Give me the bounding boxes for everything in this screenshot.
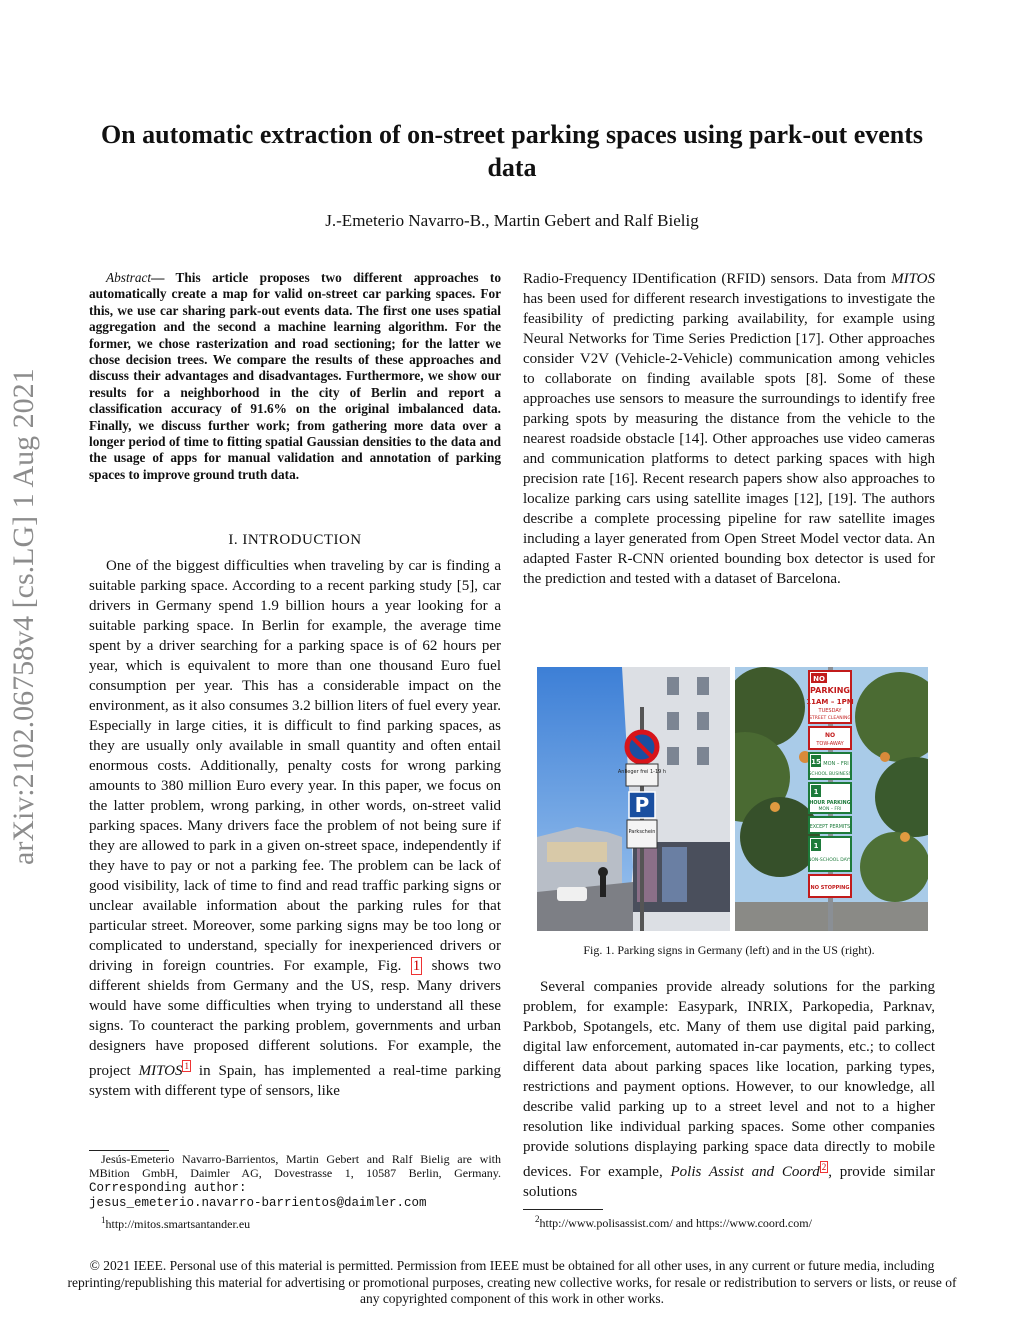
footnote-rule-right — [523, 1209, 603, 1210]
p-sign-letter: P — [634, 793, 650, 817]
figure-caption: Fig. 1. Parking signs in Germany (left) and in the US (right). — [583, 943, 875, 957]
author-list: J.-Emeterio Navarro-B., Martin Gebert and Ralf Bielig — [325, 211, 699, 230]
svg-text:Anlieger frei 1-19 h: Anlieger frei 1-19 h — [617, 769, 667, 775]
svg-text:Parkschein: Parkschein — [628, 829, 656, 835]
footnote-rule — [89, 1150, 169, 1151]
svg-text:15: 15 — [811, 758, 821, 766]
svg-text:STREET CLEANING: STREET CLEANING — [809, 716, 851, 721]
svg-text:MON – FRI: MON – FRI — [818, 807, 842, 812]
footnote-1-link[interactable]: 1 — [184, 1061, 189, 1071]
svg-text:11AM – 1PM: 11AM – 1PM — [806, 698, 854, 706]
polis-coord-name: Polis Assist and Coord — [670, 1164, 820, 1180]
intro-right-column-top — [523, 269, 935, 589]
figure-1-link[interactable]: 1 — [412, 958, 421, 974]
svg-text:NO: NO — [813, 675, 825, 683]
svg-text:NO STOPPING: NO STOPPING — [810, 885, 850, 891]
intro-left-column — [89, 556, 501, 1101]
us-parking-illustration — [735, 667, 928, 931]
svg-text:MON – FRI: MON – FRI — [823, 761, 849, 767]
abstract-text: This article proposes two different approaches to automatically create a map for valid on-street car parking spaces. For this, we use car sharing park-out events data. The first one uses spatial aggregation and the second a machine learning algorithm. For the former, we chose rasterization and road sectioning; for the latter we chose decision trees. We compare the results of these approaches and discuss their advantages and disadvantages. Furthermore, we show our results for a neighborhood in the city of Berlin and report a classification accuracy of 91.6% on the original imbalanced data. Finally, we discuss further work; from gathering more data over a longer period of time to fitting spatial Gaussian densities to the data and the usage of apps for manual validation and annotation of parking spaces to improve ground truth data. — [89, 270, 501, 482]
ieee-copyright-notice: © 2021 IEEE. Personal use of this material is permitted. Permission from IEEE must be obtained for all other uses, in any current or future media, including reprinting/republishing this material for advertising or promotional purposes, creating new collective works, for resale or redistribution to servers or lists, or reuse of any copyrighted component of this work in other works. — [67, 1258, 957, 1306]
mitos-name: MITOS — [891, 271, 935, 287]
svg-text:1: 1 — [813, 788, 819, 796]
svg-text:EXCEPT PERMITS: EXCEPT PERMITS — [809, 825, 851, 830]
footnote-2-urls[interactable]: http://www.polisassist.com/ and https://www.coord.com/ — [539, 1216, 812, 1230]
affiliation-footnote: Jesús-Emeterio Navarro-Barrientos, Martin Gebert and Ralf Bielig are with MBition GmbH, Daimler AG, Dovestrasse 1, 10587 Berlin, Germany. Corresponding author: jesus_emeterio.navarro-barrientos@daimler.com — [89, 1152, 501, 1210]
footnote-2-link[interactable]: 2 — [821, 1162, 827, 1172]
svg-text:SCHOOL BUSINESS: SCHOOL BUSINESS — [808, 772, 852, 777]
us-parking-photo — [735, 667, 928, 931]
svg-text:TOW-AWAY: TOW-AWAY — [816, 741, 844, 747]
section-heading-introduction: I. INTRODUCTION — [228, 532, 362, 548]
svg-text:NO: NO — [824, 732, 836, 739]
svg-text:NON-SCHOOL DAYS: NON-SCHOOL DAYS — [807, 858, 853, 863]
footnote-1-url[interactable]: http://mitos.smartsantander.eu — [105, 1217, 251, 1231]
svg-text:HOUR PARKING: HOUR PARKING — [809, 801, 851, 806]
svg-text:PARKING: PARKING — [810, 686, 850, 695]
svg-text:TUESDAY: TUESDAY — [818, 708, 842, 714]
footnote-1: $^1$http://mitos.smartsantander.eu — [101, 1215, 251, 1231]
intro-paragraph: One of the biggest difficulties when traveling by car is finding a suitable parking space. According to a recent parking study [5], car drivers in Germany spend 1.9 billion hours a year looking for a suitable parking space. In Berlin for example, the average time spent by a driver searching for a parking space is of 62 hours per year, which is equivalent to more than one thousand Euro fuel consumption per year. This has a considerable impact on the environment, as it also consumes 3.2 billion liters of fuel every year. Especially in large cities, it is difficult to find parking spaces, as they are usually only available in small quantity and often entail enormous costs. Additionally, penalty costs for wrong parking amounts to 380 million Euro every year. In this paper, we focus on the latter problem, wrong parking, in other words, on-street valid parking spaces. Many drivers face the problem of not being sure if they are allowed to park in a given on-street space, independently if they have to pay or not a parking fee. The problem can be lack of good visibility, lack of time to find and read traffic parking signs or unclear available information about the parking rules for that particular street. Moreover, some parking signs may be too long or complicated to understand, specially for inexperienced drivers or driving in foreign countries. For example, Fig. 1 shows two different shields from Germany and the US, resp. Many drivers would have some difficulties when trying to understand all these signs. To counteract the parking problem, governments and urban designers have proposed different solutions. For example, the project MITOS $^1$ in Spain, has implemented a real-time parking system with different type of sensors, like — [89, 558, 502, 1099]
intro-right-column-bottom — [523, 977, 935, 1202]
germany-parking-illustration — [537, 667, 730, 931]
mitos-name: MITOS — [138, 1063, 183, 1079]
abstract — [89, 270, 501, 483]
intro-paragraph-continued: Radio-Frequency IDentification (RFID) sensors. Data from MITOS has been used for different research investigations to investigate the feasibility of predicting parking availability, for example using Neural Networks for Time Series Prediction [17]. Other approaches consider V2V (Vehicle-2-Vehicle) communication among vehicles to collaborate on finding available spots [8]. Some of these approaches use sensors to measure the surroundings to identify free parking spots by measuring the distance from the vehicle to the nearest roadside obstacle [14]. Other approaches use video cameras and communication platforms to detect parking spaces with high precision rate [16]. Recent research papers show also approaches to localize parking cars using satellite images [12], [19]. The authors describe a complete processing pipeline for raw satellite images including a layer generated from Open Street Model vector data. An adapted Faster R-CNN oriented bounding box detector is used for the prediction and tested with a dataset of Barcelona. — [523, 271, 935, 587]
corresponding-email[interactable]: jesus_emeterio.navarro-barrientos@daimler.com — [89, 1196, 427, 1210]
paper-title: On automatic extraction of on-street parking spaces using park-out events data — [100, 120, 924, 182]
arxiv-stamp: arXiv:2102.06758v4 [cs.LG] 1 Aug 2021 — [7, 368, 40, 865]
svg-text:1: 1 — [813, 842, 819, 850]
footnote-2: $^2$http://www.polisassist.com/ and https://www.coord.com/ — [535, 1214, 812, 1230]
corresponding-author-label: Corresponding author: — [89, 1181, 247, 1195]
companies-paragraph: Several companies provide already solutions for the parking problem, for example: Easypark, INRIX, Parkopedia, Parknav, Parkbob, Spotangels, etc. Many of them use digital paid parking, digital law enforcement, automated in-car payments, etc.; to collect different data about parking spaces like location, parking types, restrictions and payment options. However, to our knowledge, all describe valid parking up to a street level and not to a higher resolution like individual parking spaces. Some other companies provide solutions displaying parking space data directly to mobile devices. For example, Polis Assist and Coord $^2$ , provide similar solutions — [523, 979, 936, 1200]
germany-parking-photo — [537, 667, 730, 931]
abstract-label: Abstract — [106, 270, 152, 285]
abstract-dash: — — [151, 270, 176, 285]
